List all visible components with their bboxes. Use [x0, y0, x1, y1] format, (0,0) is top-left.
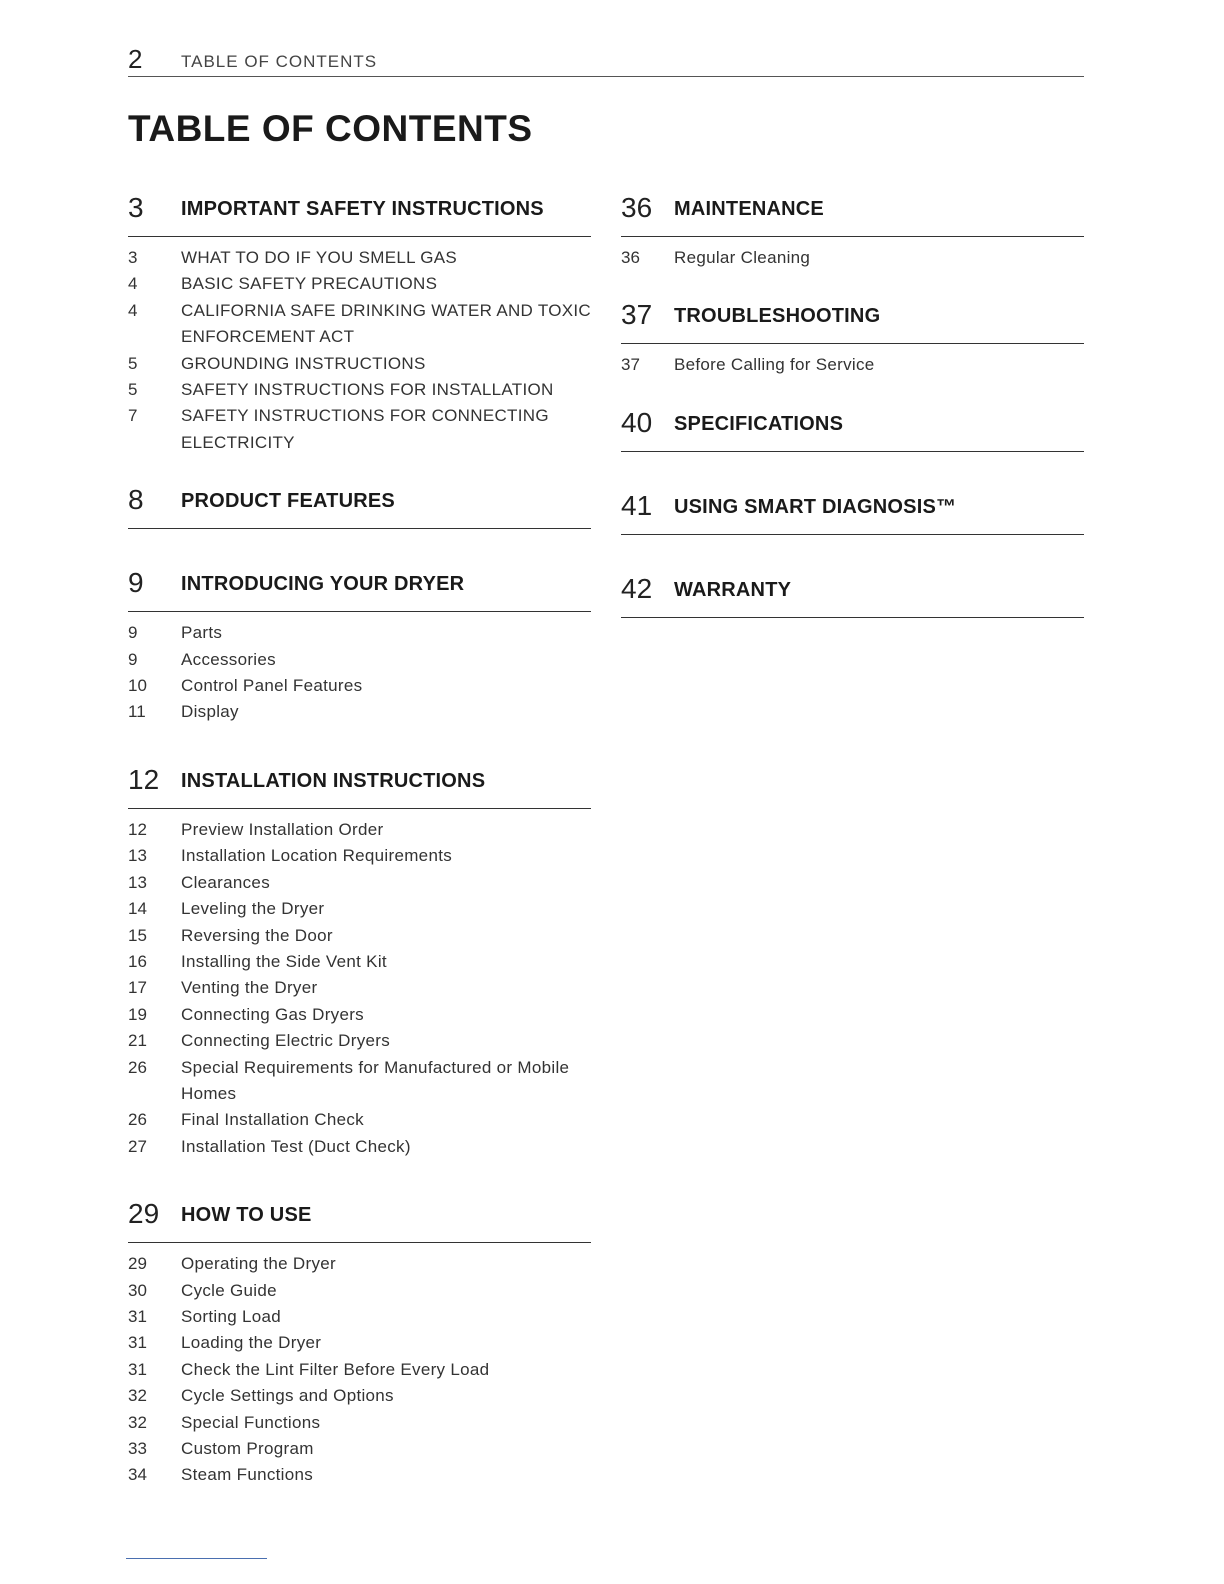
toc-entry[interactable] [621, 352, 1084, 378]
toc-entry[interactable] [128, 377, 591, 403]
entry-title: Special Requirements for Manufactured or Mobile Homes [181, 1057, 570, 1103]
toc-entry[interactable] [128, 1410, 591, 1436]
toc-entry[interactable] [128, 1134, 591, 1160]
entry-page-number: 19 [128, 1004, 147, 1024]
toc-entry[interactable] [128, 817, 591, 843]
section-page-number: 8 [128, 484, 144, 516]
toc-entry[interactable] [128, 896, 591, 922]
entry-title: Preview Installation Order [181, 819, 384, 839]
entry-title: Installing the Side Vent Kit [181, 951, 387, 971]
toc-entry-list [621, 344, 1084, 378]
entry-title: Cycle Guide [181, 1280, 277, 1300]
entry-title: WHAT TO DO IF YOU SMELL GAS [181, 248, 458, 267]
entry-title: Connecting Electric Dryers [181, 1031, 391, 1051]
section-heading[interactable] [128, 482, 591, 529]
entry-page-number: 9 [128, 623, 138, 643]
entry-title: Operating the Dryer [181, 1254, 336, 1274]
toc-entry[interactable] [128, 673, 591, 699]
entry-title: GROUNDING INSTRUCTIONS [181, 353, 426, 373]
toc-entry[interactable] [128, 1330, 591, 1356]
entry-page-number: 7 [128, 406, 138, 426]
entry-title: Venting the Dryer [181, 978, 318, 998]
entry-page-number: 3 [128, 248, 138, 267]
section-title: MAINTENANCE [674, 198, 824, 220]
section-page-number: 40 [621, 406, 653, 438]
entry-page-number: 32 [128, 1412, 147, 1432]
section-page-number: 12 [128, 763, 160, 795]
toc-section [621, 297, 1084, 378]
toc-entry[interactable] [128, 647, 591, 673]
entry-page-number: 4 [128, 300, 138, 320]
toc-section [128, 190, 591, 456]
section-heading[interactable] [621, 571, 1084, 618]
toc-entry[interactable] [128, 949, 591, 975]
entry-title: Regular Cleaning [674, 248, 811, 267]
entry-page-number: 32 [128, 1386, 147, 1406]
toc-entry-list [128, 809, 591, 1160]
section-page-number: 3 [128, 192, 144, 223]
entry-title: CALIFORNIA SAFE DRINKING WATER AND TOXIC ENFORCEMENT ACT [181, 300, 591, 347]
entry-title: Installation Location Requirements [181, 846, 453, 866]
entry-title: Display [181, 702, 239, 722]
running-head-title: TABLE OF CONTENTS [181, 52, 378, 71]
entry-title: SAFETY INSTRUCTIONS FOR CONNECTING ELECTRICITY [181, 406, 549, 452]
toc-entry-list [128, 612, 591, 726]
toc-entry[interactable] [128, 1304, 591, 1330]
toc-entry[interactable] [128, 870, 591, 896]
section-page-number: 36 [621, 192, 653, 223]
toc-entry[interactable] [128, 271, 591, 297]
section-page-number: 41 [621, 489, 653, 521]
entry-page-number: 26 [128, 1057, 147, 1077]
toc-section [621, 405, 1084, 452]
section-heading[interactable] [128, 565, 591, 612]
entry-page-number: 27 [128, 1136, 147, 1156]
section-page-number: 37 [621, 299, 653, 331]
toc-entry[interactable] [128, 620, 591, 646]
entry-title: Check the Lint Filter Before Every Load [181, 1359, 490, 1379]
entry-page-number: 11 [128, 702, 146, 722]
section-title: INSTALLATION INSTRUCTIONS [181, 769, 486, 792]
toc-entry[interactable] [128, 1383, 591, 1409]
section-title: USING SMART DIAGNOSIS™ [674, 495, 957, 518]
entry-page-number: 12 [128, 819, 147, 839]
entry-page-number: 31 [128, 1306, 147, 1326]
entry-page-number: 4 [128, 274, 138, 294]
toc-entry[interactable] [128, 1278, 591, 1304]
entry-page-number: 9 [128, 649, 138, 669]
toc-entry[interactable] [128, 1028, 591, 1054]
toc-entry-list [621, 237, 1084, 271]
section-heading[interactable] [621, 297, 1084, 344]
page-number: 2 [128, 44, 143, 74]
toc-section [621, 488, 1084, 535]
section-title: HOW TO USE [181, 1204, 312, 1227]
entry-page-number: 36 [621, 248, 640, 267]
toc-entry[interactable] [128, 923, 591, 949]
toc-entry[interactable] [128, 403, 591, 456]
entry-title: Special Functions [181, 1412, 321, 1432]
entry-title: Clearances [181, 872, 270, 892]
toc-section [621, 190, 1084, 271]
toc-entry[interactable] [128, 843, 591, 869]
toc-entry[interactable] [128, 1107, 591, 1133]
section-heading[interactable] [621, 190, 1084, 237]
section-heading[interactable] [621, 405, 1084, 452]
section-heading[interactable] [128, 1196, 591, 1243]
toc-entry[interactable] [128, 245, 591, 271]
entry-title: Sorting Load [181, 1306, 282, 1326]
entry-title: Control Panel Features [181, 676, 363, 696]
entry-title: Steam Functions [181, 1465, 314, 1485]
entry-page-number: 13 [128, 872, 147, 892]
section-page-number: 29 [128, 1198, 160, 1230]
section-page-number: 42 [621, 572, 653, 604]
entry-page-number: 26 [128, 1110, 147, 1130]
running-head [128, 44, 1084, 77]
entry-title: Leveling the Dryer [181, 899, 325, 919]
entry-page-number: 31 [128, 1359, 147, 1379]
toc-section [128, 565, 591, 726]
toc-entry[interactable] [128, 699, 591, 725]
entry-page-number: 29 [128, 1254, 147, 1274]
entry-page-number: 17 [128, 978, 147, 998]
toc-entry[interactable] [128, 1462, 591, 1488]
entry-page-number: 16 [128, 951, 147, 971]
section-heading[interactable] [128, 762, 591, 809]
toc-entry[interactable] [128, 1002, 591, 1028]
toc-entry[interactable] [128, 1357, 591, 1383]
toc-section [621, 571, 1084, 618]
section-page-number: 9 [128, 567, 144, 599]
entry-page-number: 10 [128, 676, 147, 696]
entry-page-number: 31 [128, 1333, 147, 1353]
section-title: TROUBLESHOOTING [674, 305, 881, 328]
entry-page-number: 14 [128, 899, 147, 919]
entry-title: Accessories [181, 649, 276, 669]
entry-page-number: 21 [128, 1031, 147, 1051]
section-title: PRODUCT FEATURES [181, 490, 395, 513]
entry-page-number: 15 [128, 925, 147, 945]
page-title: TABLE OF CONTENTS [128, 108, 533, 149]
toc-entry[interactable] [128, 1436, 591, 1462]
section-heading[interactable] [621, 488, 1084, 535]
toc-entry[interactable] [128, 1251, 591, 1277]
entry-title: Final Installation Check [181, 1110, 364, 1130]
toc-section [128, 482, 591, 529]
toc-entry[interactable] [621, 245, 1084, 271]
entry-title: Connecting Gas Dryers [181, 1004, 364, 1024]
section-title: WARRANTY [674, 578, 792, 601]
toc-entry[interactable] [128, 1055, 591, 1108]
entry-title: SAFETY INSTRUCTIONS FOR INSTALLATION [181, 380, 554, 400]
entry-title: Reversing the Door [181, 925, 333, 945]
entry-page-number: 37 [621, 355, 640, 375]
entry-page-number: 13 [128, 846, 147, 866]
toc-left-column [128, 190, 591, 1489]
entry-title: Before Calling for Service [674, 355, 875, 375]
toc-section [128, 1196, 591, 1489]
entry-page-number: 34 [128, 1465, 147, 1485]
toc-right-column [621, 190, 1084, 618]
entry-page-number: 5 [128, 380, 138, 400]
entry-title: Installation Test (Duct Check) [181, 1136, 411, 1156]
toc-entry[interactable] [128, 351, 591, 377]
section-title: IMPORTANT SAFETY INSTRUCTIONS [181, 198, 544, 220]
entry-title: Custom Program [181, 1439, 314, 1458]
entry-page-number: 33 [128, 1439, 147, 1458]
entry-title: Loading the Dryer [181, 1333, 322, 1353]
toc-entry[interactable] [128, 298, 591, 351]
footer-rule [126, 1558, 267, 1559]
section-heading[interactable] [128, 190, 591, 237]
entry-page-number: 5 [128, 353, 138, 373]
section-title: SPECIFICATIONS [674, 412, 844, 435]
toc-section [128, 762, 591, 1160]
entry-title: Cycle Settings and Options [181, 1386, 394, 1406]
entry-page-number: 30 [128, 1280, 147, 1300]
toc-entry[interactable] [128, 975, 591, 1001]
toc-entry-list [128, 237, 591, 456]
toc-entry-list [128, 1243, 591, 1489]
entry-title: BASIC SAFETY PRECAUTIONS [181, 274, 438, 294]
section-title: INTRODUCING YOUR DRYER [181, 573, 465, 596]
entry-title: Parts [181, 623, 223, 643]
